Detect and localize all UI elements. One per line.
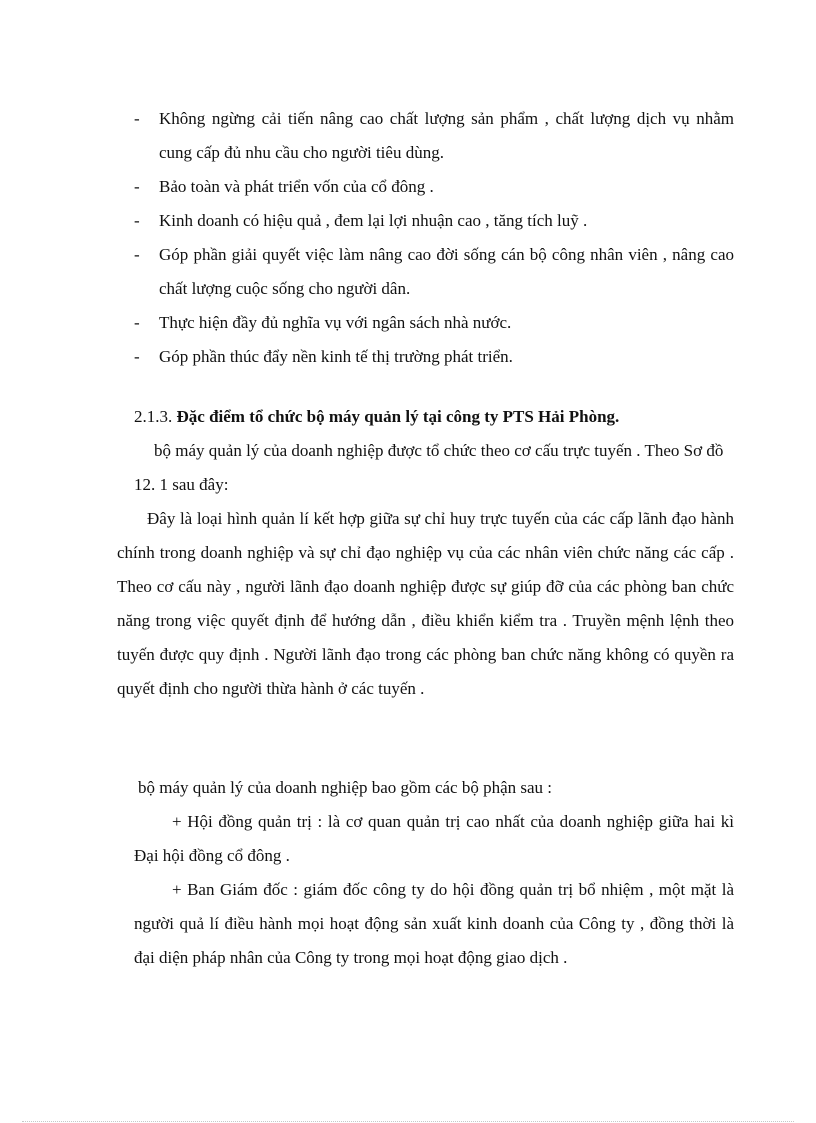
list-item — [134, 204, 734, 238]
section-number: 2.1.3. — [134, 407, 173, 426]
bullet-marker: - — [134, 211, 140, 230]
paragraph-structure-description: Đây là loại hình quản lí kết hợp giữa sự chỉ huy trực tuyến của các cấp lãnh đạo hành chính trong doanh nghiệp và sự chỉ đạo nghiệp vụ của các nhân viên chức năng các cấp . Theo cơ cấu này , người lãnh đạo doanh nghiệp được sự giúp đỡ của các phòng ban chức năng trong việc quyết định để hướng dẫn , điều khiển kiểm tra . Truyền mệnh lệnh theo tuyến được quy định . Người lãnh đạo trong các phòng ban chức năng không có quyền ra quyết định cho người thừa hành ở các tuyến . — [117, 509, 734, 698]
paragraph-management-board: + Ban Giám đốc : giám đốc công ty do hội đồng quản trị bổ nhiệm , một mặt là người quả lí điều hành mọi hoạt động sản xuất kinh doanh của Công ty , đồng thời là đại diện pháp nhân của Công ty trong mọi hoạt động giao dịch . — [134, 880, 734, 967]
bullet-marker: - — [134, 313, 140, 332]
paragraph-structure-intro: bộ máy quản lý của doanh nghiệp được tổ chức theo cơ cấu trực tuyến . Theo Sơ đồ 12. 1 sau đây: — [134, 441, 724, 494]
list-item — [134, 306, 734, 340]
list-item-text: Góp phần giải quyết việc làm nâng cao đời sống cán bộ công nhân viên , nâng cao chất lượng cuộc sống cho người dân. — [159, 245, 734, 298]
list-item-text: Thực hiện đầy đủ nghĩa vụ với ngân sách nhà nước. — [159, 313, 512, 332]
section-heading — [134, 400, 734, 434]
list-item-text: Không ngừng cải tiến nâng cao chất lượng sản phẩm , chất lượng dịch vụ nhằm cung cấp đủ nhu cầu cho người tiêu dùng. — [159, 109, 734, 162]
list-item — [134, 340, 734, 374]
bullet-marker: - — [134, 109, 140, 128]
bullet-marker: - — [134, 245, 140, 264]
list-item-text: Bảo toàn và phát triển vốn của cổ đông . — [159, 177, 434, 196]
bullet-marker: - — [134, 177, 140, 196]
paragraph-board-of-directors: + Hội đồng quản trị : là cơ quan quản trị cao nhất của doanh nghiệp giữa hai kì Đại hội đồng cổ đông . — [134, 812, 734, 865]
section-title: Đặc điểm tổ chức bộ máy quản lý tại công ty PTS Hải Phòng. — [176, 407, 620, 426]
list-item — [134, 238, 734, 306]
list-item-text: Kinh doanh có hiệu quả , đem lại lợi nhuận cao , tăng tích luỹ . — [159, 211, 588, 230]
list-item — [134, 170, 734, 204]
list-item-text: Góp phần thúc đẩy nền kinh tế thị trường phát triển. — [159, 347, 513, 366]
bullet-marker: - — [134, 347, 140, 366]
objectives-list — [134, 102, 734, 374]
page-bottom-divider — [22, 1121, 794, 1122]
paragraph-components-intro: bộ máy quản lý của doanh nghiệp bao gồm các bộ phận sau : — [138, 778, 553, 797]
list-item — [134, 102, 734, 170]
